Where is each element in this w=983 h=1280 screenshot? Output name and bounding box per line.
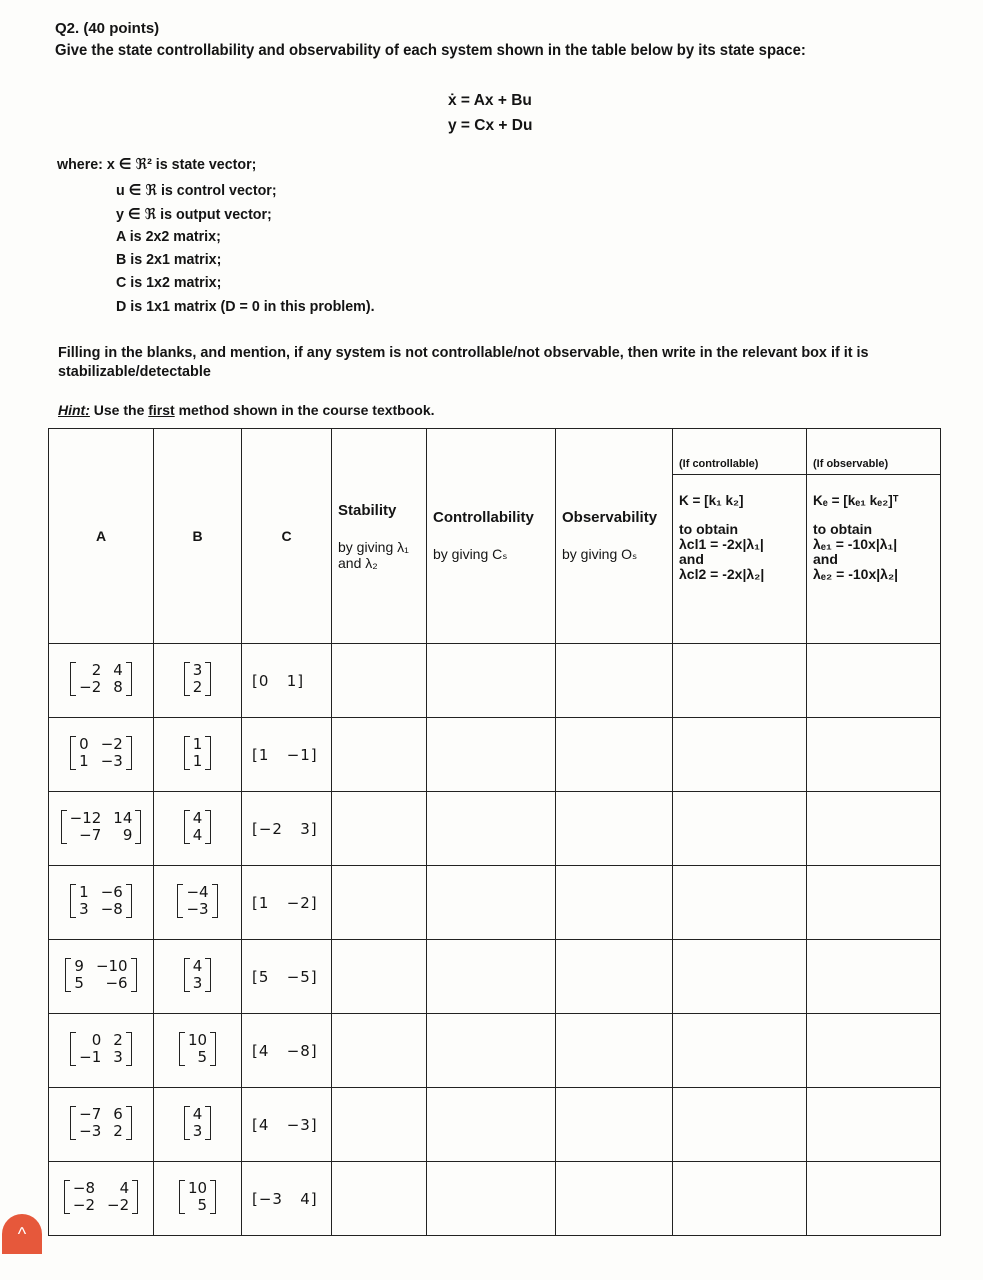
- table-row: [49, 940, 941, 1014]
- stability-answer[interactable]: [332, 718, 427, 792]
- stability-answer[interactable]: [332, 644, 427, 718]
- gain-ke-answer[interactable]: [807, 1162, 941, 1236]
- b1: 4: [192, 1105, 203, 1123]
- matrix-b-cell: [154, 1088, 242, 1162]
- hint-text-b: method shown in the course textbook.: [174, 402, 435, 418]
- gain-k-answer[interactable]: [673, 644, 807, 718]
- matrix-a-cell: [49, 1088, 154, 1162]
- a22: −8: [100, 900, 123, 918]
- b2: 5: [197, 1048, 208, 1066]
- a12: 6: [113, 1105, 123, 1123]
- matrix-b: [177, 884, 217, 918]
- hint-line: [58, 402, 435, 418]
- controllability-answer[interactable]: [427, 1014, 556, 1088]
- k-line-2: λcl1 = -2x|λ₁|: [679, 536, 764, 552]
- table-row: [49, 792, 941, 866]
- gain-ke-answer[interactable]: [807, 940, 941, 1014]
- gain-k-answer[interactable]: [673, 718, 807, 792]
- header-gain-ke: [807, 429, 941, 644]
- matrix-a: [70, 1106, 132, 1140]
- where-line-7: D is 1x1 matrix (D = 0 in this problem).: [116, 298, 375, 315]
- b1: −4: [186, 883, 209, 901]
- observability-answer[interactable]: [556, 718, 673, 792]
- observability-answer[interactable]: [556, 1162, 673, 1236]
- matrix-b: [184, 810, 212, 844]
- a21: −2: [72, 1196, 95, 1214]
- gain-ke-answer[interactable]: [807, 792, 941, 866]
- matrix-b-cell: [154, 1014, 242, 1088]
- matrix-a: [64, 1180, 138, 1214]
- a11: 2: [91, 661, 102, 679]
- table-row: [49, 644, 941, 718]
- stability-answer[interactable]: [332, 940, 427, 1014]
- table-header-row: [49, 429, 941, 644]
- b1: 1: [192, 735, 203, 753]
- ke-condition: (If observable): [807, 457, 940, 475]
- a11: 0: [91, 1031, 102, 1049]
- where-line-2: u ∈ ℜ is control vector;: [116, 182, 277, 199]
- instructions-text: [58, 343, 903, 381]
- stability-answer[interactable]: [332, 1088, 427, 1162]
- systems-table: [48, 428, 941, 1236]
- a11: 0: [79, 735, 89, 753]
- table-row: [49, 718, 941, 792]
- a11: −8: [72, 1179, 95, 1197]
- matrix-c: [4 −3]: [252, 1115, 318, 1134]
- controllability-answer[interactable]: [427, 792, 556, 866]
- matrix-c-cell: [242, 940, 332, 1014]
- b2: 1: [192, 752, 203, 770]
- a21: 1: [79, 752, 89, 770]
- a12: 4: [113, 661, 123, 679]
- b2: 3: [192, 1122, 203, 1140]
- stability-answer[interactable]: [332, 866, 427, 940]
- gain-k-answer[interactable]: [673, 1088, 807, 1162]
- matrix-c: [4 −8]: [252, 1041, 318, 1060]
- b2: 3: [192, 974, 203, 992]
- matrix-a: [70, 736, 132, 770]
- instructions-part-1: Filling in the blanks, and mention, if any system is not: [58, 344, 432, 361]
- a22: −6: [105, 974, 128, 992]
- stability-answer[interactable]: [332, 1014, 427, 1088]
- output-equation: y = Cx + Du: [448, 117, 533, 134]
- matrix-a: [70, 1032, 132, 1066]
- stability-title: Stability: [338, 501, 397, 519]
- gain-ke-answer[interactable]: [807, 644, 941, 718]
- instructions-part-2: , then write in the relevant box if it is stabilizable/detectable: [58, 344, 869, 380]
- header-b: B: [154, 429, 242, 644]
- k-title: K = [k₁ k₂]: [679, 493, 744, 508]
- matrix-a-cell: [49, 1014, 154, 1088]
- b2: 5: [197, 1196, 208, 1214]
- k-condition: (If controllable): [673, 457, 806, 475]
- hint-text-a: Use the: [89, 402, 149, 418]
- stability-answer[interactable]: [332, 792, 427, 866]
- ke-line-2: λₑ₁ = -10x|λ₁|: [813, 536, 898, 552]
- observability-answer[interactable]: [556, 1088, 673, 1162]
- matrix-b: [179, 1180, 216, 1214]
- matrix-b-cell: [154, 644, 242, 718]
- b1: 3: [192, 661, 203, 679]
- matrix-a-cell: [49, 644, 154, 718]
- question-number: Q2. (40 points): [55, 20, 160, 37]
- a21: −1: [79, 1048, 102, 1066]
- matrix-a: [65, 958, 136, 992]
- k-line-1: to obtain: [679, 521, 739, 537]
- a12: 14: [113, 809, 133, 827]
- a12: −10: [95, 957, 128, 975]
- controllability-title: Controllability: [433, 509, 534, 526]
- matrix-c-cell: [242, 792, 332, 866]
- observability-answer[interactable]: [556, 644, 673, 718]
- matrix-a-cell: [49, 940, 154, 1014]
- state-equation: ẋ = Ax + Bu: [448, 92, 532, 109]
- b2: 2: [192, 678, 203, 696]
- a21: −3: [79, 1122, 102, 1140]
- controllability-answer[interactable]: [427, 718, 556, 792]
- b1: 10: [187, 1031, 208, 1049]
- matrix-a-cell: [49, 866, 154, 940]
- controllability-answer[interactable]: [427, 866, 556, 940]
- matrix-a: [70, 662, 132, 696]
- hint-first: first: [148, 402, 175, 418]
- where-line-4: A is 2x2 matrix;: [116, 228, 221, 245]
- table-row: [49, 866, 941, 940]
- matrix-c-cell: [242, 718, 332, 792]
- observability-sub: by giving Oₛ: [562, 546, 638, 562]
- matrix-c-cell: [242, 644, 332, 718]
- header-gain-k: [673, 429, 807, 644]
- hint-label: Hint:: [58, 402, 90, 418]
- table-row: [49, 1014, 941, 1088]
- matrix-c-cell: [242, 1014, 332, 1088]
- matrix-b-cell: [154, 792, 242, 866]
- header-stability: [332, 429, 427, 644]
- ke-line-3: and: [813, 551, 838, 567]
- a11: 9: [74, 957, 84, 975]
- a22: 9: [122, 826, 133, 844]
- gain-k-answer[interactable]: [673, 866, 807, 940]
- matrix-b: [179, 1032, 216, 1066]
- controllability-answer[interactable]: [427, 1088, 556, 1162]
- ke-line-4: λₑ₂ = -10x|λ₂|: [813, 566, 899, 582]
- a22: 8: [113, 678, 123, 696]
- k-line-3: and: [679, 551, 704, 567]
- b2: 4: [192, 826, 203, 844]
- ke-line-1: to obtain: [813, 521, 873, 537]
- b2: −3: [186, 900, 209, 918]
- gain-ke-answer[interactable]: [807, 866, 941, 940]
- a11: 1: [79, 883, 89, 901]
- matrix-b: [184, 736, 212, 770]
- observability-answer[interactable]: [556, 866, 673, 940]
- matrix-b-cell: [154, 866, 242, 940]
- controllability-answer[interactable]: [427, 940, 556, 1014]
- a12: 2: [113, 1031, 123, 1049]
- matrix-a-cell: [49, 1162, 154, 1236]
- matrix-c: [5 −5]: [252, 967, 318, 986]
- k-line-4: λcl2 = -2x|λ₂|: [679, 566, 765, 582]
- where-line-6: C is 1x2 matrix;: [116, 274, 222, 291]
- matrix-a-cell: [49, 718, 154, 792]
- observability-answer[interactable]: [556, 792, 673, 866]
- observability-title: Observability: [562, 509, 658, 526]
- gain-ke-answer[interactable]: [807, 1088, 941, 1162]
- matrix-c: [1 −2]: [252, 893, 318, 912]
- controllability-sub: by giving Cₛ: [433, 546, 508, 562]
- where-line-3: y ∈ ℜ is output vector;: [116, 206, 272, 223]
- a11: −12: [69, 809, 102, 827]
- where-line-1: where: x ∈ ℜ² is state vector;: [57, 156, 257, 173]
- gain-k-answer[interactable]: [673, 792, 807, 866]
- matrix-a: [70, 884, 132, 918]
- gain-k-answer[interactable]: [673, 940, 807, 1014]
- matrix-a: [61, 810, 142, 844]
- header-controllability: [427, 429, 556, 644]
- question-intro: Give the state controllability and observability of each system shown in the table below by its state space:: [55, 42, 806, 59]
- matrix-b: [184, 662, 212, 696]
- b1: 4: [192, 809, 203, 827]
- instructions-emphasis: controllable/not observable: [431, 344, 620, 361]
- a21: 3: [79, 900, 89, 918]
- matrix-a-cell: [49, 792, 154, 866]
- matrix-b-cell: [154, 718, 242, 792]
- a22: 2: [113, 1122, 123, 1140]
- matrix-c: [1 −1]: [252, 745, 318, 764]
- stability-answer[interactable]: [332, 1162, 427, 1236]
- a22: −2: [107, 1196, 130, 1214]
- b1: 4: [192, 957, 203, 975]
- a22: 3: [113, 1048, 123, 1066]
- matrix-b-cell: [154, 1162, 242, 1236]
- a12: 4: [119, 1179, 130, 1197]
- gain-k-answer[interactable]: [673, 1014, 807, 1088]
- matrix-c: [−3 4]: [252, 1189, 318, 1208]
- gain-k-answer[interactable]: [673, 1162, 807, 1236]
- matrix-c: [−2 3]: [252, 819, 318, 838]
- observability-answer[interactable]: [556, 940, 673, 1014]
- table-row: [49, 1088, 941, 1162]
- stability-sub: by giving λ₁ and λ₂: [338, 538, 409, 571]
- a12: −2: [100, 735, 123, 753]
- header-c: C: [242, 429, 332, 644]
- matrix-c-cell: [242, 1162, 332, 1236]
- matrix-b: [184, 958, 212, 992]
- gain-ke-answer[interactable]: [807, 718, 941, 792]
- controllability-answer[interactable]: [427, 644, 556, 718]
- matrix-c-cell: [242, 1088, 332, 1162]
- a21: −2: [79, 678, 102, 696]
- a21: 5: [74, 974, 84, 992]
- observability-answer[interactable]: [556, 1014, 673, 1088]
- matrix-b-cell: [154, 940, 242, 1014]
- header-a: A: [49, 429, 154, 644]
- b1: 10: [187, 1179, 208, 1197]
- matrix-c: [0 1]: [252, 671, 305, 690]
- a12: −6: [100, 883, 123, 901]
- table-row: [49, 1162, 941, 1236]
- a22: −3: [100, 752, 123, 770]
- a21: −7: [79, 826, 102, 844]
- gain-ke-answer[interactable]: [807, 1014, 941, 1088]
- a11: −7: [79, 1105, 102, 1123]
- matrix-b: [184, 1106, 212, 1140]
- scroll-up-icon[interactable]: ^: [2, 1214, 42, 1254]
- controllability-answer[interactable]: [427, 1162, 556, 1236]
- ke-title: Kₑ = [kₑ₁ kₑ₂]ᵀ: [813, 493, 899, 508]
- where-line-5: B is 2x1 matrix;: [116, 251, 222, 268]
- matrix-c-cell: [242, 866, 332, 940]
- header-observability: [556, 429, 673, 644]
